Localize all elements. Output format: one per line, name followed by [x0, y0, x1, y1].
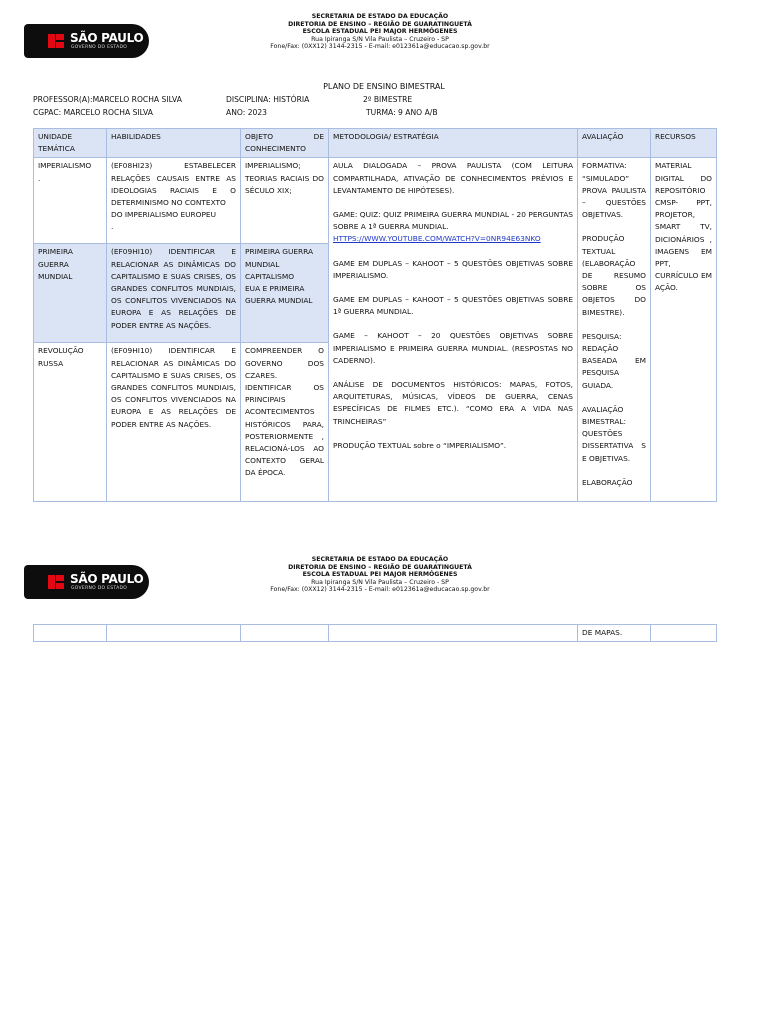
habilidade-ef08hi23: (EF08HI23) ESTABELECER RELAÇÕES CAUSAIS ENTRE AS IDEOLOGIAS RACIAIS E O DETERMINISMO NO CONTEXTO DO IMPERIALISMO EUROPEU .	[107, 158, 241, 244]
unidade-revolucao-russa: REVOLUÇÃO RUSSA	[34, 343, 107, 502]
sao-paulo-logo-page2	[24, 565, 149, 599]
objeto-imperialismo: IMPERIALISMO; TEORIAS RACIAIS DO SÉCULO XIX;	[241, 158, 329, 244]
empty-cell	[34, 625, 107, 642]
recursos-cell: MATERIAL DIGITAL DO REPOSITÓRIO CMSP- PPT, PROJETOR, SMART TV, DICIONÁRIOS , IMAGENS EM PPT, CURRÍCULO EM AÇÃO.	[651, 158, 717, 502]
logo-subtitle: GOVERNO DO ESTADO	[71, 586, 128, 591]
col-metodologia: METODOLOGIA/ ESTRATÉGIA	[329, 129, 578, 158]
header-address: Rua Ipiranga S/N Vila Paulista – Cruzeiro - SP	[311, 578, 449, 586]
turma-label: TURMA: 9 ANO A/B	[366, 108, 438, 117]
teaching-plan-table	[33, 128, 717, 502]
header-secretaria: SECRETARIA DE ESTADO DA EDUCAÇÃO	[311, 556, 449, 563]
objeto-primeira-guerra: PRIMEIRA GUERRA MUNDIAL CAPITALISMO EUA E PRIMEIRA GUERRA MUNDIAL	[241, 244, 329, 343]
header-contact: Fone/Fax: (0XX12) 3144-2315 - E-mail: e012361a@educacao.sp.gov.br	[270, 586, 490, 594]
header-escola: ESCOLA ESTADUAL PEI MAJOR HERMÓGENES	[302, 28, 458, 36]
col-recursos: RECURSOS	[651, 129, 717, 158]
metodologia-cell	[329, 158, 578, 502]
avaliacao-continuation: DE MAPAS.	[578, 625, 651, 642]
sao-paulo-logo	[24, 24, 149, 58]
header-diretoria: DIRETORIA DE ENSINO – REGIÃO DE GUARATINGUETÁ	[288, 20, 472, 28]
metodologia-quiz: GAME: QUIZ: QUIZ PRIMEIRA GUERRA MUNDIAL - 20 PERGUNTAS SOBRE A 1ª GUERRA MUNDIAL.	[333, 210, 573, 232]
avaliacao-cell	[578, 158, 651, 502]
metodologia-documentos: ANÁLISE DE DOCUMENTOS HISTÓRICOS: MAPAS, FOTOS, ARQUITETURAS, MÚSICAS, VÍDEOS DE GUERRA, CENAS ESPECÍFICAS DE FILMES ETC.). “COMO ERA A VIDA NAS TRINCHEIRAS”	[333, 380, 573, 426]
table-header-row	[34, 129, 717, 158]
habilidade-ef09hi10: (EF09HI10) IDENTIFICAR E RELACIONAR AS DINÂMICAS DO CAPITALISMO E SUAS CRISES, OS GRANDES CONFLITOS MUNDIAIS, OS CONFLITOS VIVENCIADOS NA EUROPA E AS RELAÇÕES DE PODER ENTRE AS NAÇÕES.	[107, 244, 241, 343]
objeto-acontecimentos: IDENTIFICAR OS PRINCIPAIS ACONTECIMENTOS HISTÓRICOS PARA, POSTERIORMENTE , RELACIONÁ-LOS AO CONTEXTO GERAL DA ÉPOCA.	[245, 383, 324, 478]
avaliacao-formativa: FORMATIVA: “SIMULADO” PROVA PAULISTA – QUESTÕES OBJETIVAS.	[582, 161, 646, 220]
col-habilidades: HABILIDADES	[107, 129, 241, 158]
teaching-plan-table-continuation	[33, 624, 717, 642]
header-secretaria: SECRETARIA DE ESTADO DA EDUCAÇÃO	[311, 13, 449, 20]
empty-cell	[107, 625, 241, 642]
professor-label: PROFESSOR(A):MARCELO ROCHA SILVA	[33, 95, 182, 104]
header-escola: ESCOLA ESTADUAL PEI MAJOR HERMÓGENES	[302, 571, 458, 579]
unidade-imperialismo: IMPERIALISMO .	[34, 158, 107, 244]
logo-name: SÃO PAULO	[70, 572, 144, 586]
unidade-primeira-guerra: PRIMEIRA GUERRA MUNDIAL	[34, 244, 107, 343]
disciplina-label: DISCIPLINA: HISTÓRIA	[226, 95, 310, 104]
objeto-czares: COMPREENDER O GOVERNO DOS CZARES.	[245, 346, 324, 380]
avaliacao-bimestral: AVALIAÇÃO BIMESTRAL: QUESTÕES DISSERTATIVA S E OBJETIVAS.	[582, 404, 646, 463]
school-header-page2	[200, 556, 560, 594]
sp-emblem-icon	[48, 34, 64, 48]
header-address: Rua Ipiranga S/N Vila Paulista – Cruzeiro - SP	[311, 35, 449, 43]
logo-name: SÃO PAULO	[70, 31, 144, 45]
table-row	[34, 158, 717, 244]
metodologia-producao: PRODUÇÃO TEXTUAL sobre o “IMPERIALISMO”.	[333, 440, 507, 450]
plan-title: PLANO DE ENSINO BIMESTRAL	[323, 82, 445, 91]
ano-label: ANO: 2023	[226, 108, 268, 117]
cgpac-label: CGPAC: MARCELO ROCHA SILVA	[33, 108, 153, 117]
metodologia-kahoot-guerra: GAME EM DUPLAS – KAHOOT – 5 QUESTÕES OBJETIVAS SOBRE 1ª GUERRA MUNDIAL.	[333, 295, 573, 317]
habilidade-ef09hi10-russa: (EF09HI10) IDENTIFICAR E RELACIONAR AS DINÂMICAS DO CAPITALISMO E SUAS CRISES, OS GRANDES CONFLITOS MUNDIAIS, OS CONFLITOS VIVENCIADOS NA EUROPA E AS RELAÇÕES DE PODER ENTRE AS NAÇÕES.	[107, 343, 241, 502]
metodologia-kahoot-imperialismo: GAME EM DUPLAS – KAHOOT – 5 QUESTÕES OBJETIVAS SOBRE IMPERIALISMO.	[333, 258, 573, 280]
header-diretoria: DIRETORIA DE ENSINO – REGIÃO DE GUARATINGUETÁ	[288, 563, 472, 571]
col-avaliacao: AVALIAÇÃO	[578, 129, 651, 158]
avaliacao-elaboracao: ELABORAÇÃO	[582, 477, 633, 487]
header-contact: Fone/Fax: (0XX12) 3144-2315 - E-mail: e012361a@educacao.sp.gov.br	[270, 43, 490, 51]
col-objeto: OBJETO DE CONHECIMENTO	[241, 129, 329, 158]
bimestre-label: 2º BIMESTRE	[363, 95, 413, 104]
metodologia-aula: AULA DIALOGADA – PROVA PAULISTA (COM LEITURA COMPARTILHADA, ATIVAÇÃO DE CONHECIMENTOS PRÉVIOS E LEVANTAMENTO DE HIPÓTESES).	[333, 161, 573, 195]
empty-cell	[651, 625, 717, 642]
empty-cell	[241, 625, 329, 642]
metodologia-kahoot-20: GAME – KAHOOT – 20 QUESTÕES OBJETIVAS SOBRE IMPERIALISMO E PRIMEIRA GUERRA MUNDIAL. (RESPOSTAS NO CADERNO).	[333, 331, 573, 365]
logo-subtitle: GOVERNO DO ESTADO	[71, 45, 128, 50]
avaliacao-producao: PRODUÇÃO TEXTUAL (ELABORAÇÃO DE RESUMO SOBRE OS OBJETOS DO BIMESTRE).	[582, 234, 646, 317]
youtube-link[interactable]: HTTPS://WWW.YOUTUBE.COM/WATCH?V=0NR94E63NKO	[333, 234, 541, 244]
objeto-revolucao-russa	[241, 343, 329, 502]
avaliacao-pesquisa: PESQUISA: REDAÇÃO BASEADA EM PESQUISA GUIADA.	[582, 331, 646, 390]
col-unidade: UNIDADE TEMÁTICA	[34, 129, 107, 158]
table-row	[34, 625, 717, 642]
empty-cell	[329, 625, 578, 642]
school-header	[200, 13, 560, 51]
sp-emblem-icon	[48, 575, 64, 589]
